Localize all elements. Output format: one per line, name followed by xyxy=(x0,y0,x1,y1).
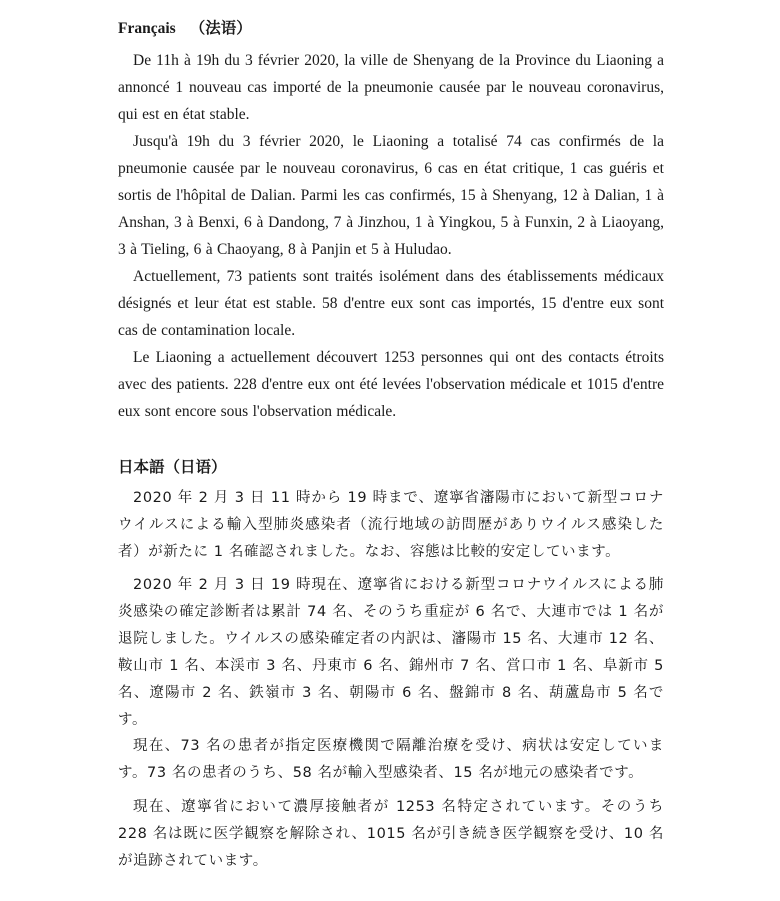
french-paragraph-3: Actuellement, 73 patients sont traités isolément dans des établissements médicaux désignés et leur état est stable. 58 d'entre eux sont cas importés, 15 d'entre eux sont cas de contamination locale. xyxy=(118,268,664,339)
french-heading xyxy=(118,16,252,38)
japanese-paragraph-4: 現在、遼寧省において濃厚接触者が 1253 名特定されています。そのうち 228 名は既に医学観察を解除され、1015 名が引き続き医学観察を受け、10 名が追跡されています。 xyxy=(118,799,664,869)
french-paragraph-1: De 11h à 19h du 3 février 2020, la ville de Shenyang de la Province du Liaoning a annoncé 1 nouveau cas importé de la pneumonie causée par le nouveau coronavirus, qui est en état stable. xyxy=(118,52,664,123)
japanese-heading-note: （日语） xyxy=(164,459,227,476)
japanese-heading xyxy=(118,455,227,477)
japanese-paragraph-3: 現在、73 名の患者が指定医療機関で隔離治療を受け、病状は安定しています。73 名の患者のうち、58 名が輸入型感染者、15 名が地元の感染者です。 xyxy=(118,738,664,781)
french-paragraph-2: Jusqu'à 19h du 3 février 2020, le Liaoning a totalisé 74 cas confirmés de la pneumonie causée par le nouveau coronavirus, 6 cas en état critique, 1 cas guéris et sortis de l'hôpital de Dalian. Parmi les cas confirmés, 15 à Shenyang, 12 à Dalian, 1 à Anshan, 3 à Benxi, 6 à Dandong, 7 à Jinzhou, 1 à Yingkou, 5 à Funxin, 2 à Liaoyang, 3 à Tieling, 6 à Chaoyang, 8 à Panjin et 5 à Huludao. xyxy=(118,133,664,258)
japanese-heading-lang: 日本語 xyxy=(118,459,165,476)
french-heading-note: （法语） xyxy=(189,20,252,37)
french-paragraph-4: Le Liaoning a actuellement découvert 1253 personnes qui ont des contacts étroits avec des patients. 228 d'entre eux ont été levées l'observation médicale et 1015 d'entre eux sont encore sous l'observation médicale. xyxy=(118,349,664,420)
japanese-paragraph-2: 2020 年 2 月 3 日 19 時現在、遼寧省における新型コロナウイルスによる肺炎感染の確定診断者は累計 74 名、そのうち重症が 6 名で、大連市では 1 名が退院しました。ウイルスの感染確定者の内訳は、瀋陽市 15 名、大連市 12 名、鞍山市 1 名、本渓市 3 名、丹東市 6 名、錦州市 7 名、営口市 1 名、阜新市 5 名、遼陽市 2 名、鉄嶺市 3 名、朝陽市 6 名、盤錦市 8 名、葫蘆島市 5 名です。 xyxy=(118,577,664,728)
japanese-paragraph-1: 2020 年 2 月 3 日 11 時から 19 時まで、遼寧省瀋陽市において新型コロナウイルスによる輸入型肺炎感染者（流行地域の訪問歴がありウイルス感染した者）が新たに 1 名確認されました。なお、容態は比較的安定しています。 xyxy=(118,490,664,560)
french-heading-lang: Français xyxy=(118,20,176,37)
